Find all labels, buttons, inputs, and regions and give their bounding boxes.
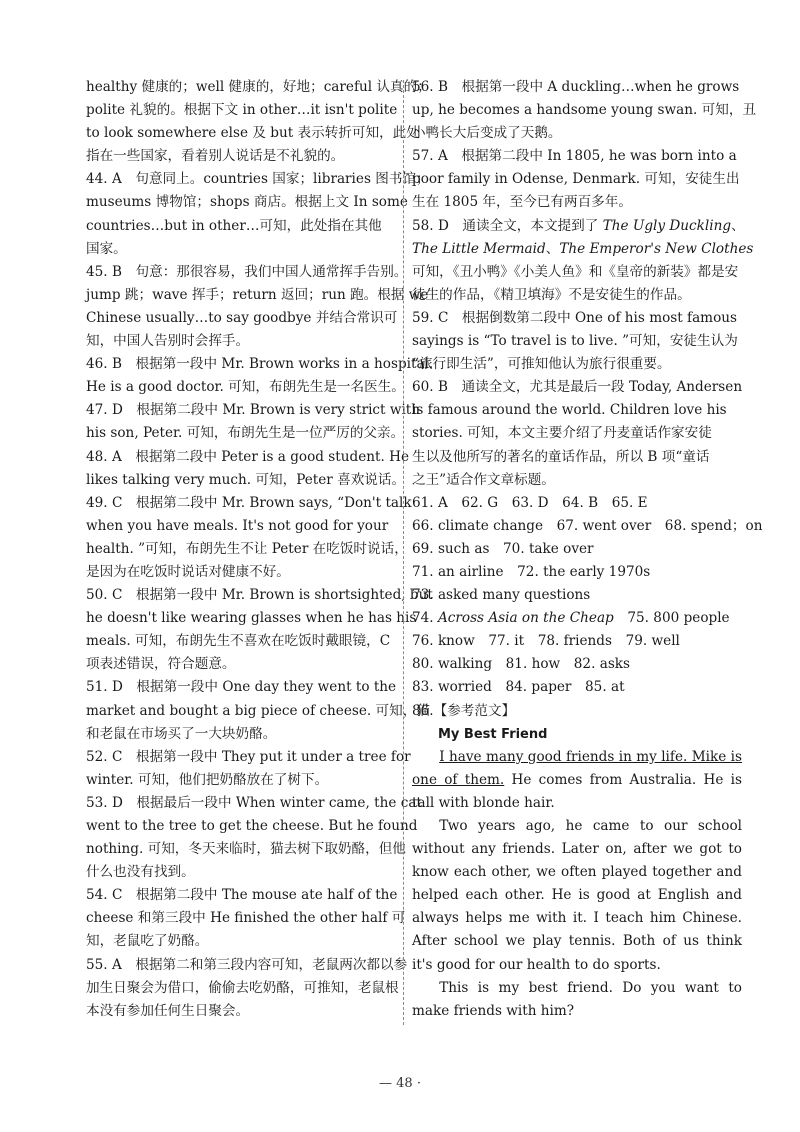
essay-paragraph-1-rest: He comes from Australia. He is tall with blonde hair. [412, 771, 742, 811]
text-line: museums 博物馆；shops 商店。根据上文 In some [86, 194, 408, 211]
essay-title: My Best Friend [438, 726, 548, 742]
text-line: 44. A 句意同上。countries 国家；libraries 图书馆； [86, 171, 430, 188]
text-line: 60. B 通读全文，尤其是最后一段 Today, Andersen [412, 379, 743, 396]
text-line: 52. C 根据第一段中 They put it under a tree for [86, 748, 411, 765]
answer-row: 61. A 62. G 63. D 64. B 65. E [412, 494, 648, 511]
text-line: sayings is “To travel is to live. ”可知，安徒生认为 [412, 333, 738, 350]
answer-item [86, 676, 430, 745]
text-line: winter. 可知，他们把奶酪放在了树下。 [86, 771, 329, 788]
answer-item [86, 353, 434, 399]
text-line: nothing. 可知，冬天来临时，猫去树下取奶酪，但他 [86, 841, 406, 858]
text-line: 55. A 根据第二和第三段内容可知，老鼠两次都以参 [86, 956, 408, 973]
model-essay [412, 723, 742, 1023]
text-line: went to the tree to get the cheese. But he found [86, 818, 418, 834]
text-line: 知，中国人告别时会挥手。 [86, 333, 250, 350]
text-line: to look somewhere else 及 but 表示转折可知，此处 [86, 125, 420, 142]
text-line: 59. C 根据倒数第二段中 One of his most famous [412, 309, 737, 326]
text-line: his son, Peter. 可知，布朗先生是一位严厉的父亲。 [86, 425, 405, 442]
text-line: 小鸭长大后变成了天鹅。 [412, 125, 562, 142]
text-line: 徒生的作品，《精卫填海》不是安徒生的作品。 [412, 286, 691, 303]
text-line: meals. 可知，布朗先生不喜欢在吃饭时戴眼镜，C [86, 633, 391, 650]
answer-item [412, 376, 742, 491]
answer-item [86, 399, 421, 445]
answer-row: 76. know 77. it 78. friends 79. well [412, 633, 680, 650]
text-line: 生在 1805 年，至今已有两百多年。 [412, 194, 632, 211]
text-line: 和老鼠在市场买了一大块奶酪。 [86, 725, 277, 742]
text-line: 生以及他所写的著名的童话作品，所以 B 项“童话 [412, 448, 710, 465]
text-line: 是因为在吃饭时说话对健康不好。 [86, 563, 290, 580]
text-line: He is a good doctor. 可知，布朗先生是一名医生。 [86, 379, 405, 396]
text-line: 什么也没有找到。 [86, 864, 195, 881]
answer-item [412, 215, 754, 307]
answer-row: 73. asked many questions [412, 587, 591, 604]
text-line: 知，老鼠吃了奶酪。 [86, 933, 209, 950]
text-line: jump 跳；wave 挥手；return 返回；run 跑。根据 we [86, 286, 429, 303]
text-line: The Little Mermaid、The Emperor's New Clothes [412, 240, 754, 257]
text-line: when you have meals. It's not good for your [86, 517, 389, 534]
text-line: 47. D 根据第二段中 Mr. Brown is very strict with [86, 402, 421, 419]
text-line: poor family in Odense, Denmark. 可知，安徒生出 [412, 171, 740, 188]
answer-item [86, 584, 433, 676]
answer-row: 69. such as 70. take over [412, 540, 594, 557]
text-line: countries…but in other…可知，此处指在其他 [86, 217, 382, 234]
answer-item [412, 76, 757, 145]
text-line: 48. A 根据第二段中 Peter is a good student. He [86, 448, 410, 465]
text-line: he doesn't like wearing glasses when he has his [86, 610, 417, 627]
answer-item [412, 307, 742, 376]
answer-explanations [412, 76, 757, 492]
essay-paragraph-1 [412, 746, 742, 815]
text-line: 58. D 通读全文，本文提到了 The Ugly Duckling、 [412, 217, 745, 234]
essay-underlined-sentence: I have many good friends in my life. Mike is one of them. [412, 748, 742, 788]
left-column [86, 76, 434, 1023]
answer-item [86, 446, 410, 492]
answer-row: 86.【参考范文】 [412, 702, 516, 719]
column-divider [403, 80, 404, 1025]
text-line: is famous around the world. Children love his [412, 402, 727, 419]
text-line: stories. 可知，本文主要介绍了丹麦童话作家安徒 [412, 425, 712, 442]
answer-row: 80. walking 81. how 82. asks [412, 656, 631, 673]
text-line: 50. C 根据第一段中 Mr. Brown is shortsighted, but [86, 587, 433, 604]
text-line: 可知，《丑小鸭》《小美人鱼》和《皇帝的新装》都是安 [412, 263, 739, 280]
text-line: health. ”可知，布朗先生不让 Peter 在吃饭时说话， [86, 540, 408, 557]
answer-item [86, 746, 411, 792]
text-line: healthy 健康的；well 健康的，好地；careful 认真的； [86, 79, 431, 95]
answer-item [86, 492, 412, 584]
page-number: — 48 · [379, 1076, 421, 1091]
text-line: 加生日聚会为借口，偷偷去吃奶酪，可推知，老鼠根 [86, 979, 399, 996]
answer-row: 83. worried 84. paper 85. at [412, 679, 625, 696]
text-line: 指在一些国家，看着别人说话是不礼貌的。 [86, 148, 345, 165]
text-line: 本没有参加任何生日聚会。 [86, 1002, 250, 1019]
text-line: “旅行即生活”，可推知他认为旅行很重要。 [412, 356, 671, 373]
text-line: 46. B 根据第一段中 Mr. Brown works in a hospital. [86, 356, 434, 373]
text-line: 49. C 根据第二段中 Mr. Brown says, “Don't talk [86, 494, 412, 511]
text-line: cheese 和第三段中 He finished the other half 可 [86, 910, 406, 927]
text-line: 之王”适合作文章标题。 [412, 471, 555, 488]
text-line: 57. A 根据第二段中 In 1805, he was born into a [412, 148, 737, 165]
answer-item [86, 792, 422, 884]
text-line: 51. D 根据第一段中 One day they went to the [86, 679, 397, 696]
text-line: 53. D 根据最后一段中 When winter came, the cat [86, 794, 422, 811]
right-column [412, 76, 763, 1023]
text-line: likes talking very much. 可知，Peter 喜欢说话。 [86, 471, 406, 488]
text-line: polite 礼貌的。根据下文 in other…it isn't polite [86, 102, 398, 119]
essay-paragraph-2: Two years ago, he came to our school without any friends. Later on, after we got to know each other, we often played together and helped each other. He is good at English and always helps me with it. I teach him Chinese. After school we play tennis. Both of us think it's good for our health to do sports. [412, 818, 742, 973]
answer-item [86, 261, 429, 353]
text-line: 56. B 根据第一段中 A duckling…when he grows [412, 79, 740, 95]
answer-row: 74. Across Asia on the Cheap 75. 800 people [412, 610, 730, 627]
text-line: 54. C 根据第二段中 The mouse ate half of the [86, 887, 398, 904]
answer-item [86, 884, 406, 953]
answer-item [86, 168, 430, 260]
answer-item [412, 145, 742, 214]
text-line: up, he becomes a handsome young swan. 可知，丑 [412, 102, 757, 119]
text-line: 国家。 [86, 240, 127, 257]
answer-row: 66. climate change 67. went over 68. spend；on [412, 517, 763, 534]
short-answers [412, 492, 763, 723]
answer-item [86, 954, 408, 1023]
text-line: 项表述错误，符合题意。 [86, 656, 236, 673]
text-line: Chinese usually…to say goodbye 并结合常识可 [86, 309, 398, 326]
essay-paragraph-3: This is my best friend. Do you want to make friends with him? [412, 979, 742, 1019]
text-line: 45. B 句意：那很容易，我们中国人通常挥手告别。 [86, 263, 408, 280]
answer-row: 71. an airline 72. the early 1970s [412, 563, 651, 580]
text-line: market and bought a big piece of cheese. 可知，猫 [86, 702, 430, 719]
answer-item [86, 76, 431, 168]
